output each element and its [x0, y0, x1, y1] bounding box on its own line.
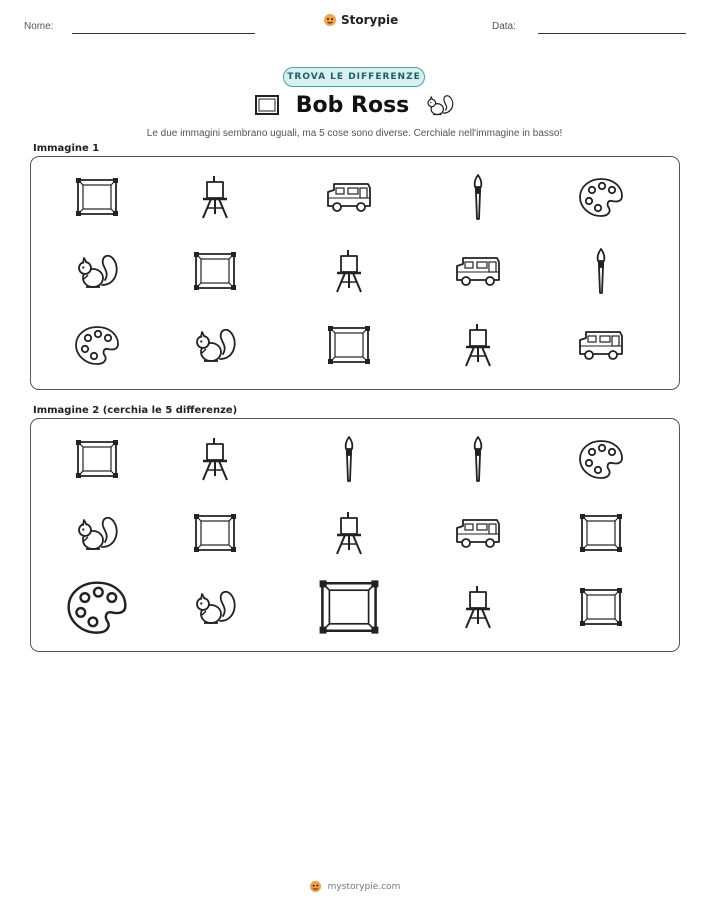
- brush-icon[interactable]: [438, 427, 518, 491]
- camper-icon: [561, 313, 641, 377]
- frame-icon[interactable]: [57, 427, 137, 491]
- frame-icon: [175, 239, 255, 303]
- easel-icon[interactable]: [438, 575, 518, 639]
- image2-panel[interactable]: [30, 418, 680, 652]
- footer-url[interactable]: mystorypie.com: [327, 881, 401, 892]
- brush-icon[interactable]: [309, 427, 389, 491]
- name-label: Nome:: [24, 21, 54, 32]
- frame-icon[interactable]: [309, 575, 389, 639]
- activity-badge: TROVA LE DIFFERENZE: [283, 67, 425, 87]
- title-row: [0, 92, 709, 118]
- camper-icon: [438, 239, 518, 303]
- squirrel-icon: [425, 92, 455, 118]
- frame-icon: [254, 94, 280, 116]
- squirrel-icon: [57, 239, 137, 303]
- date-label: Data:: [492, 21, 516, 32]
- name-line[interactable]: [72, 33, 255, 34]
- palette-icon: [57, 313, 137, 377]
- camper-icon[interactable]: [438, 501, 518, 565]
- easel-icon[interactable]: [175, 427, 255, 491]
- frame-icon: [57, 165, 137, 229]
- storypie-logo-icon: [309, 880, 322, 893]
- date-line[interactable]: [538, 33, 686, 34]
- instructions: Le due immagini sembrano uguali, ma 5 cose sono diverse. Cerchiale nell'immagine in basso!: [146, 128, 563, 139]
- brush-icon: [438, 165, 518, 229]
- camper-icon: [309, 165, 389, 229]
- brush-icon: [561, 239, 641, 303]
- palette-icon[interactable]: [561, 427, 641, 491]
- frame-icon[interactable]: [561, 575, 641, 639]
- easel-icon: [438, 313, 518, 377]
- squirrel-icon: [175, 313, 255, 377]
- squirrel-icon[interactable]: [57, 501, 137, 565]
- easel-icon: [175, 165, 255, 229]
- palette-icon[interactable]: [57, 575, 137, 639]
- easel-icon: [309, 239, 389, 303]
- frame-icon: [309, 313, 389, 377]
- storypie-logo-icon: [323, 13, 337, 27]
- frame-icon[interactable]: [175, 501, 255, 565]
- palette-icon: [561, 165, 641, 229]
- image1-label: Immagine 1: [33, 143, 100, 154]
- squirrel-icon[interactable]: [175, 575, 255, 639]
- frame-icon[interactable]: [561, 501, 641, 565]
- brand-name: Storypie: [341, 13, 399, 27]
- image1-panel: [30, 156, 680, 390]
- image2-label: Immagine 2 (cerchia le 5 differenze): [33, 405, 238, 416]
- brand-logo: [323, 13, 398, 27]
- easel-icon[interactable]: [309, 501, 389, 565]
- footer: [0, 880, 709, 893]
- page-title: Bob Ross: [295, 92, 410, 118]
